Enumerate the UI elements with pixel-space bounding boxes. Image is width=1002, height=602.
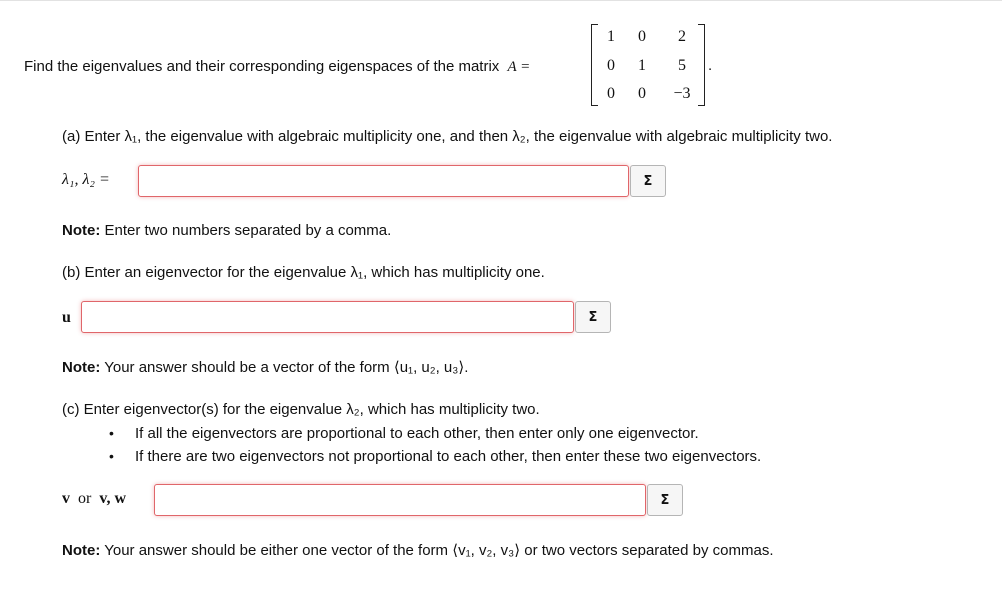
part-c-label: v or v, w — [62, 490, 126, 507]
eigenvector-u-input[interactable] — [81, 301, 574, 333]
equation-editor-button-b[interactable] — [575, 301, 611, 333]
list-item: • If there are two eigenvectors not proportional to each other, then enter these two eigenvectors. — [135, 445, 761, 468]
part-c-bullet-list — [135, 422, 761, 468]
equation-editor-button-c[interactable] — [647, 484, 683, 516]
matrix-cell: −3 — [673, 85, 691, 102]
top-divider — [0, 0, 1002, 1]
matrix-cell: 0 — [638, 85, 646, 102]
matrix-cell: 1 — [607, 28, 615, 45]
matrix-right-bracket — [698, 24, 705, 106]
matrix-cell: 0 — [607, 57, 615, 74]
matrix-period: . — [708, 57, 713, 74]
matrix-cell: 5 — [678, 57, 686, 74]
part-a-label: λ₁, λ₂ = — [62, 171, 110, 188]
eigenvectors-vw-input[interactable] — [154, 484, 646, 516]
part-a-note: Note: Enter two numbers separated by a comma. — [62, 222, 392, 239]
matrix-cell: 2 — [678, 28, 686, 45]
question-prompt: Find the eigenvalues and their corresponding eigenspaces of the matrix A = — [24, 58, 531, 75]
part-a-text: (a) Enter λ₁, the eigenvalue with algebraic multiplicity one, and then λ₂, the eigenvalue with algebraic multiplicity two. — [62, 128, 833, 145]
matrix-cell: 0 — [607, 85, 615, 102]
matrix-a — [591, 24, 705, 106]
sigma-icon: Σ — [660, 492, 670, 508]
equation-editor-button-a[interactable] — [630, 165, 666, 197]
part-b-note: Note: Your answer should be a vector of the form ⟨u₁, u₂, u₃⟩. — [62, 359, 469, 376]
part-c-note: Note: Your answer should be either one vector of the form ⟨v₁, v₂, v₃⟩ or two vectors separated by commas. — [62, 542, 774, 559]
list-item: • If all the eigenvectors are proportional to each other, then enter only one eigenvector. — [135, 422, 761, 445]
part-b-text: (b) Enter an eigenvector for the eigenvalue λ₁, which has multiplicity one. — [62, 264, 545, 281]
sigma-icon: Σ — [643, 173, 653, 189]
part-b-label: u — [62, 309, 71, 326]
part-c-text: (c) Enter eigenvector(s) for the eigenvalue λ₂, which has multiplicity two. — [62, 401, 540, 418]
matrix-cell: 0 — [638, 28, 646, 45]
matrix-label: A = — [507, 59, 531, 75]
eigenvalues-input[interactable] — [138, 165, 629, 197]
sigma-icon: Σ — [588, 309, 598, 325]
matrix-cell: 1 — [638, 57, 646, 74]
